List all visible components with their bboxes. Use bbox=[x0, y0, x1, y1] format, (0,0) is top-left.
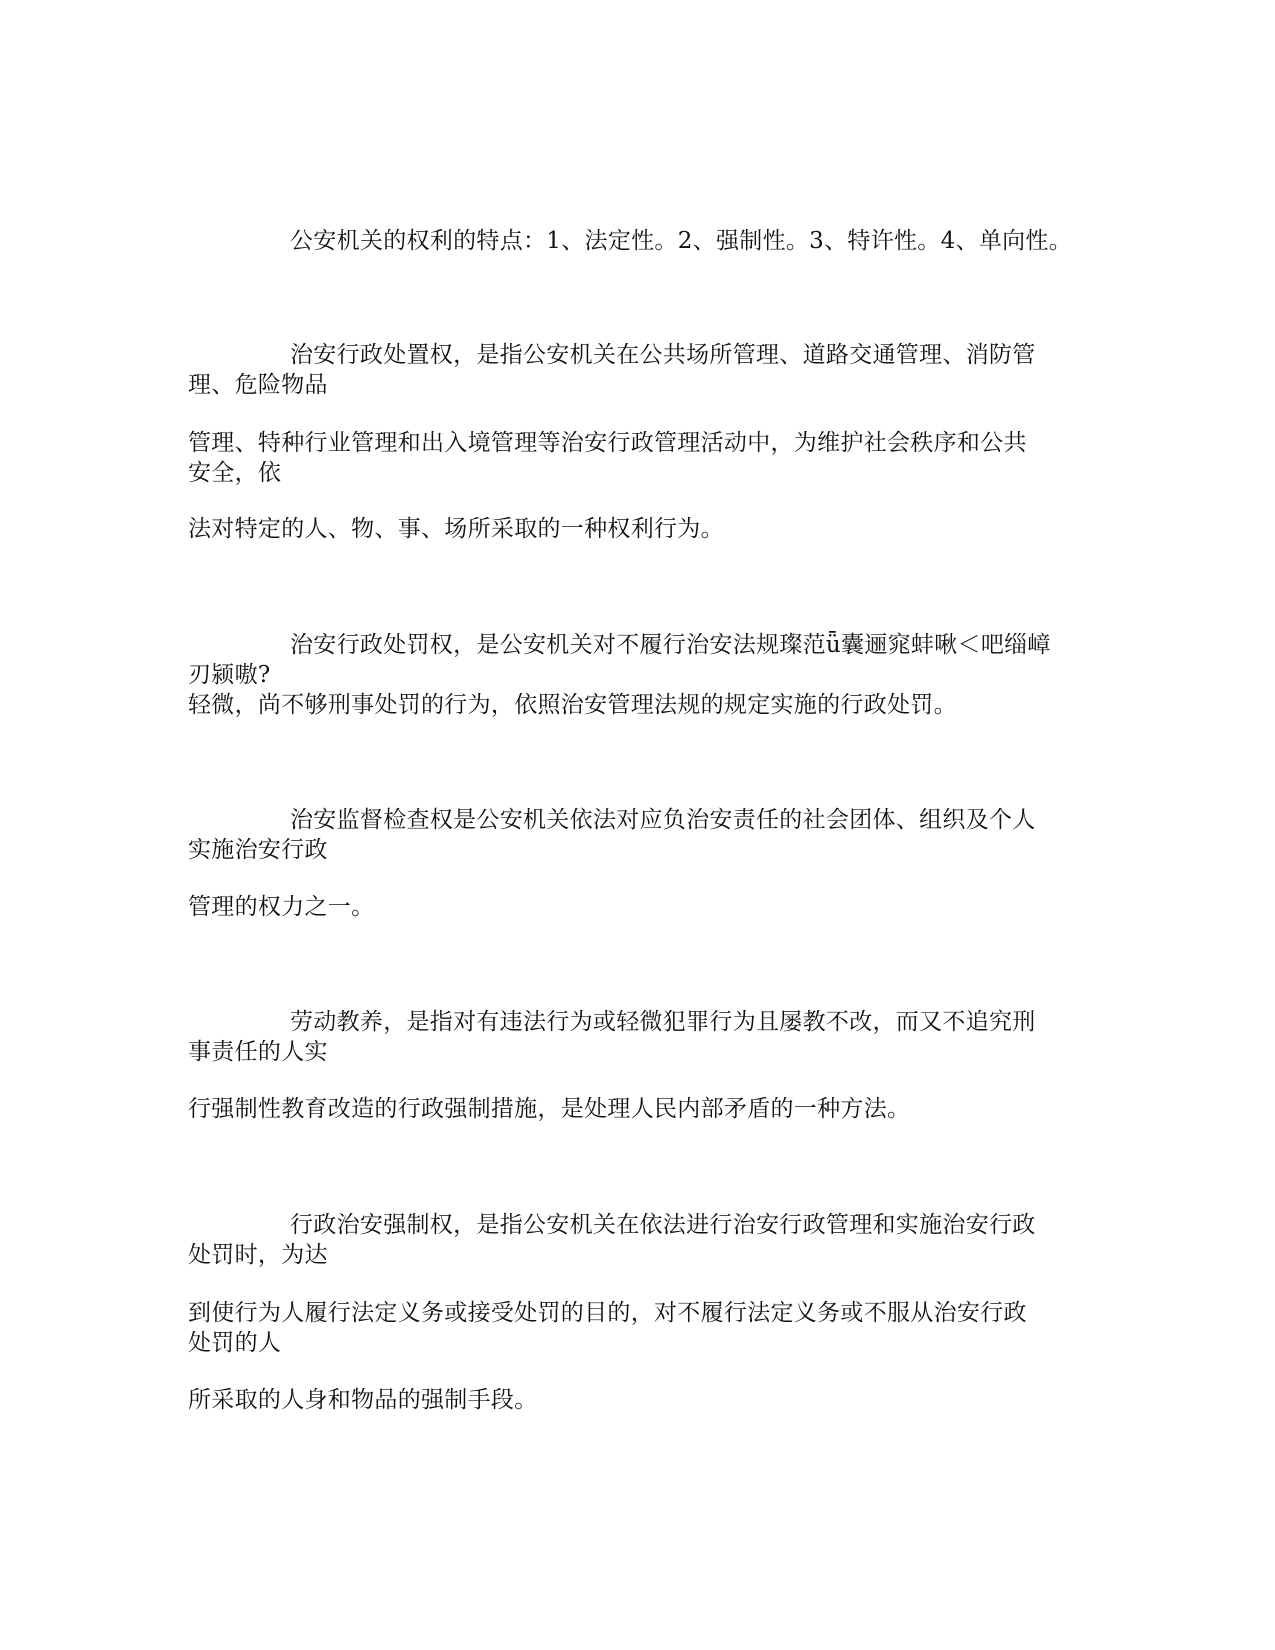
paragraph-2-line-5: 法对特定的人、物、事、场所采取的一种权利行为。 bbox=[188, 516, 724, 542]
paragraph-3-line-2: 刃颍嗷? bbox=[188, 662, 271, 688]
paragraph-6-line-4: 处罚的人 bbox=[188, 1330, 282, 1356]
paragraph-5-line-2: 事责任的人实 bbox=[188, 1039, 328, 1065]
paragraph-6-line-2: 处罚时，为达 bbox=[188, 1242, 328, 1268]
paragraph-2-line-1: 治安行政处置权，是指公安机关在公共场所管理、道路交通管理、消防管 bbox=[290, 342, 1036, 368]
paragraph-4-line-3: 管理的权力之一。 bbox=[188, 894, 375, 920]
paragraph-3-line-3: 轻微，尚不够刑事处罚的行为，依照治安管理法规的规定实施的行政处罚。 bbox=[188, 692, 957, 718]
paragraph-6-line-5: 所采取的人身和物品的强制手段。 bbox=[188, 1387, 538, 1413]
paragraph-6-line-1: 行政治安强制权，是指公安机关在依法进行治安行政管理和实施治安行政 bbox=[290, 1212, 1036, 1238]
paragraph-5-line-3: 行强制性教育改造的行政强制措施，是处理人民内部矛盾的一种方法。 bbox=[188, 1096, 911, 1122]
paragraph-4-line-1: 治安监督检查权是公安机关依法对应负治安责任的社会团体、组织及个人 bbox=[290, 807, 1036, 833]
paragraph-2-line-4: 安全，依 bbox=[188, 460, 282, 486]
paragraph-3-line-1: 治安行政处罚权，是公安机关对不履行治安法规璨范ǖ囊逦窕蚌啾＜吧缁嶂 bbox=[290, 632, 1051, 658]
paragraph-1-line-1: 公安机关的权利的特点：1、法定性。2、强制性。3、特许性。4、单向性。 bbox=[290, 228, 1073, 254]
paragraph-5-line-1: 劳动教养，是指对有违法行为或轻微犯罪行为且屡教不改，而又不追究刑 bbox=[290, 1009, 1036, 1035]
paragraph-6-line-3: 到使行为人履行法定义务或接受处罚的目的，对不履行法定义务或不服从治安行政 bbox=[188, 1300, 1027, 1326]
paragraph-2-line-2: 理、危险物品 bbox=[188, 372, 328, 398]
paragraph-4-line-2: 实施治安行政 bbox=[188, 837, 328, 863]
paragraph-2-line-3: 管理、特种行业管理和出入境管理等治安行政管理活动中，为维护社会秩序和公共 bbox=[188, 430, 1027, 456]
